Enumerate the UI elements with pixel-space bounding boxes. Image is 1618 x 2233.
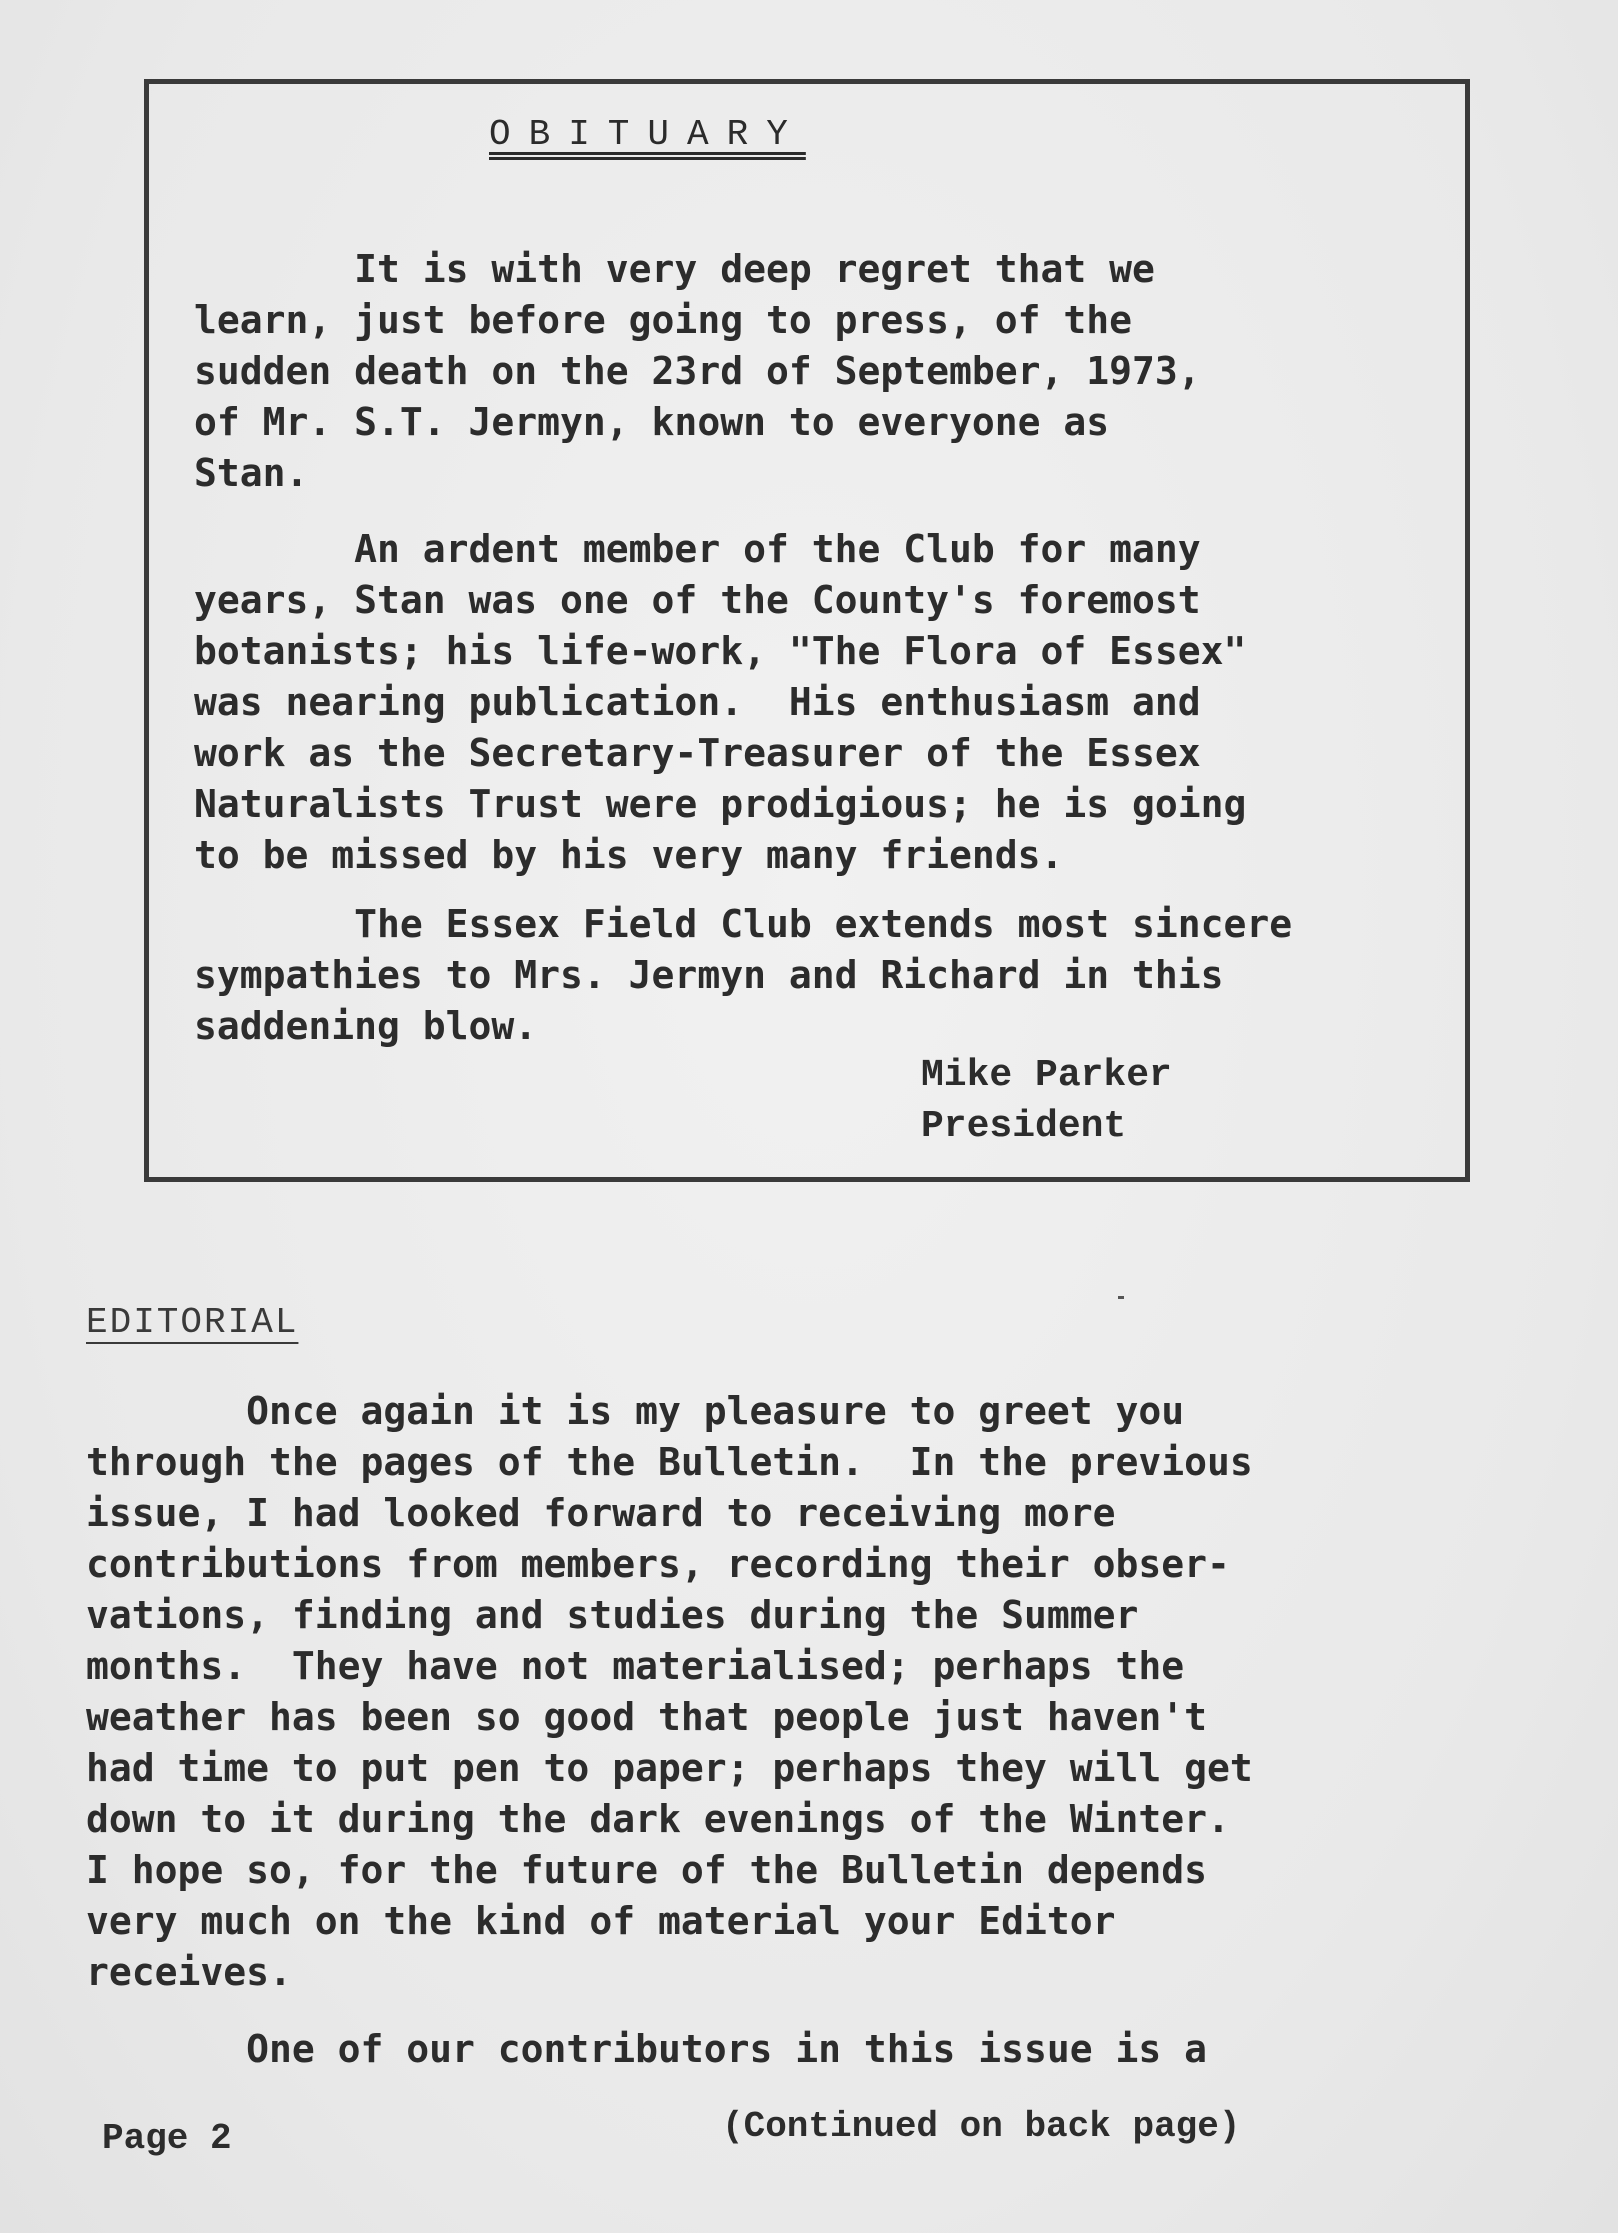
obituary-paragraph-2: An ardent member of the Club for many years, Stan was one of the County's foremost botanists; his life-work, "The Flora of Essex" was nearing publication. His enthusiasm and work as the Secretary-Treasurer of the Essex Naturalists Trust were prodigious; he is going to be missed by his very many friends. xyxy=(194,527,1247,877)
obituary-box xyxy=(144,79,1470,1182)
editorial-paragraph-2: One of our contributors in this issue is a xyxy=(86,2027,1208,2071)
editorial-heading: EDITORIAL xyxy=(86,1302,299,1343)
obituary-title: OBITUARY xyxy=(489,114,806,155)
obituary-signature xyxy=(921,1050,1172,1152)
page-number: Page 2 xyxy=(102,2118,232,2159)
obituary-paragraph-1: It is with very deep regret that we learn, just before going to press, of the sudden death on the 23rd of September, 1973, of Mr. S.T. Jermyn, known to everyone as Stan. xyxy=(194,247,1201,495)
signature-name: Mike Parker xyxy=(921,1054,1172,1097)
signature-title: President xyxy=(921,1105,1127,1148)
ink-speck xyxy=(1118,1296,1124,1299)
editorial-paragraph-1: Once again it is my pleasure to greet you through the pages of the Bulletin. In the previous issue, I had looked forward to receiving more contributions from members, recording their obser- vations, finding and studies during the Summer months. They have not materialised; perhaps the weather has been so good that people just haven't had time to put pen to paper; perhaps they will get down to it during the dark evenings of the Winter. I hope so, for the future of the Bulletin depends very much on the kind of material your Editor receives. xyxy=(86,1389,1253,1994)
obituary-paragraph-3: The Essex Field Club extends most sincere sympathies to Mrs. Jermyn and Richard in this saddening blow. xyxy=(194,902,1293,1048)
continued-note: (Continued on back page) xyxy=(722,2106,1241,2147)
